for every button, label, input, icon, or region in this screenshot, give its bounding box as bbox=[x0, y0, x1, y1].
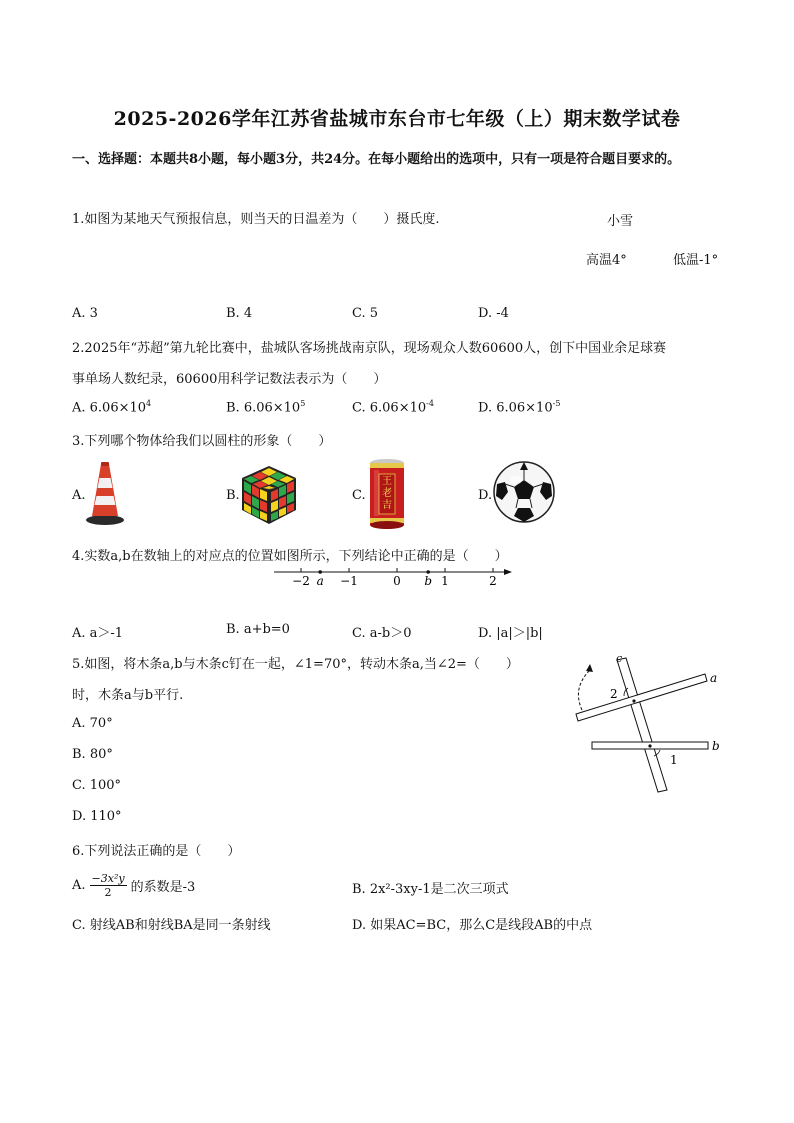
q1-option-a: A. 3 bbox=[72, 306, 98, 321]
q4-option-b: B. a+b=0 bbox=[226, 622, 290, 637]
label-c: c bbox=[616, 652, 623, 665]
q1-stem: 1.如图为某地天气预报信息，则当天的日温差为（ ）摄氏度. bbox=[72, 212, 440, 227]
q4-option-c: C. a-b＞0 bbox=[352, 626, 412, 641]
q5-option-a: A. 70° bbox=[72, 716, 113, 731]
q3-stem: 3.下列哪个物体给我们以圆柱的形象（ ） bbox=[72, 434, 332, 449]
number-line-point-label-b: b bbox=[424, 574, 433, 588]
q6-option-a-suffix: 的系数是-3 bbox=[130, 880, 196, 895]
label-angle2: 2 bbox=[610, 687, 618, 701]
traffic-cone-image bbox=[84, 460, 126, 526]
q6-fraction bbox=[90, 872, 127, 899]
q5-option-c: C. 100° bbox=[72, 778, 122, 793]
q1-option-b: B. 4 bbox=[226, 306, 253, 321]
q5-stem-line2: 时，木条a与b平行. bbox=[72, 688, 184, 703]
q6-option-b: B. 2x²-3xy-1是二次三项式 bbox=[352, 882, 509, 897]
q3-label-a: A. bbox=[72, 488, 86, 503]
q6-option-a bbox=[72, 872, 195, 899]
number-line-tick-label: 2 bbox=[489, 574, 497, 588]
q2-stem-line1: 2.2025年“苏超”第九轮比赛中，盐城队客场挑战南京队，现场观众人数60600人，创下中国业余足球赛 bbox=[72, 341, 667, 356]
q6-fraction-denominator: 2 bbox=[104, 886, 112, 899]
q1-option-c: C. 5 bbox=[352, 306, 379, 321]
page-title: 2025-2026学年江苏省盐城市东台市七年级（上）期末数学试卷 bbox=[113, 108, 681, 130]
q5-stem-line1: 5.如图，将木条a,b与木条c钉在一起，∠1=70°，转动木条a,当∠2=（ ） bbox=[72, 657, 519, 672]
q4-option-a: A. a＞-1 bbox=[72, 626, 124, 641]
q1-weather: 小雪 bbox=[607, 214, 634, 229]
label-angle1: 1 bbox=[670, 753, 678, 767]
q1-high-temp: 高温4° bbox=[586, 253, 627, 268]
q4-stem: 4.实数a,b在数轴上的对应点的位置如图所示，下列结论中正确的是（ ） bbox=[72, 549, 508, 564]
q1-low-temp: 低温-1° bbox=[673, 253, 719, 268]
q3-label-c: C. bbox=[352, 488, 366, 503]
q1-option-d: D. -4 bbox=[478, 306, 509, 321]
q3-label-d: D. bbox=[478, 488, 493, 503]
soccer-ball-image bbox=[492, 460, 556, 524]
number-line-tick-label: 0 bbox=[393, 574, 401, 588]
rubiks-cube-image bbox=[240, 464, 298, 526]
number-line-tick-label: −1 bbox=[340, 574, 358, 588]
q5-option-d: D. 110° bbox=[72, 809, 122, 824]
number-line-tick-label: 1 bbox=[441, 574, 449, 588]
q3-label-b: B. bbox=[226, 488, 240, 503]
q2-stem-line2: 事单场人数纪录，60600用科学记数法表示为（ ） bbox=[72, 372, 387, 387]
q6-option-c: C. 射线AB和射线BA是同一条射线 bbox=[72, 918, 271, 933]
label-a: a bbox=[710, 671, 718, 685]
q5-strips-figure bbox=[560, 650, 730, 800]
q6-option-a-prefix: A. bbox=[72, 878, 86, 893]
number-line-tick-label: −2 bbox=[292, 574, 310, 588]
section-heading: 一、选择题：本题共8小题，每小题3分，共24分。在每小题给出的选项中，只有一项是符合题目要求的。 bbox=[72, 152, 681, 167]
q2-option-c: C. $6.06\times 10^{-4}$ bbox=[352, 399, 434, 416]
q2-option-a: A. $6.06\times 10^4$ bbox=[72, 399, 152, 416]
number-line-points bbox=[317, 570, 432, 588]
number-line-point-label-a: a bbox=[316, 574, 324, 588]
label-b: b bbox=[712, 739, 720, 753]
q2-option-d: D. $6.06\times 10^{-5}$ bbox=[478, 399, 561, 416]
q6-stem: 6.下列说法正确的是（ ） bbox=[72, 844, 241, 859]
q6-fraction-numerator: −3x²y bbox=[91, 872, 125, 885]
q2-option-b: B. $6.06\times 10^5$ bbox=[226, 399, 306, 416]
q5-option-b: B. 80° bbox=[72, 747, 113, 762]
q6-option-d: D. 如果AC=BC，那么C是线段AB的中点 bbox=[352, 918, 593, 933]
can-brand-text: 王老吉 bbox=[382, 476, 392, 511]
q4-option-d: D. |a|＞|b| bbox=[478, 626, 543, 641]
number-line bbox=[270, 562, 520, 592]
